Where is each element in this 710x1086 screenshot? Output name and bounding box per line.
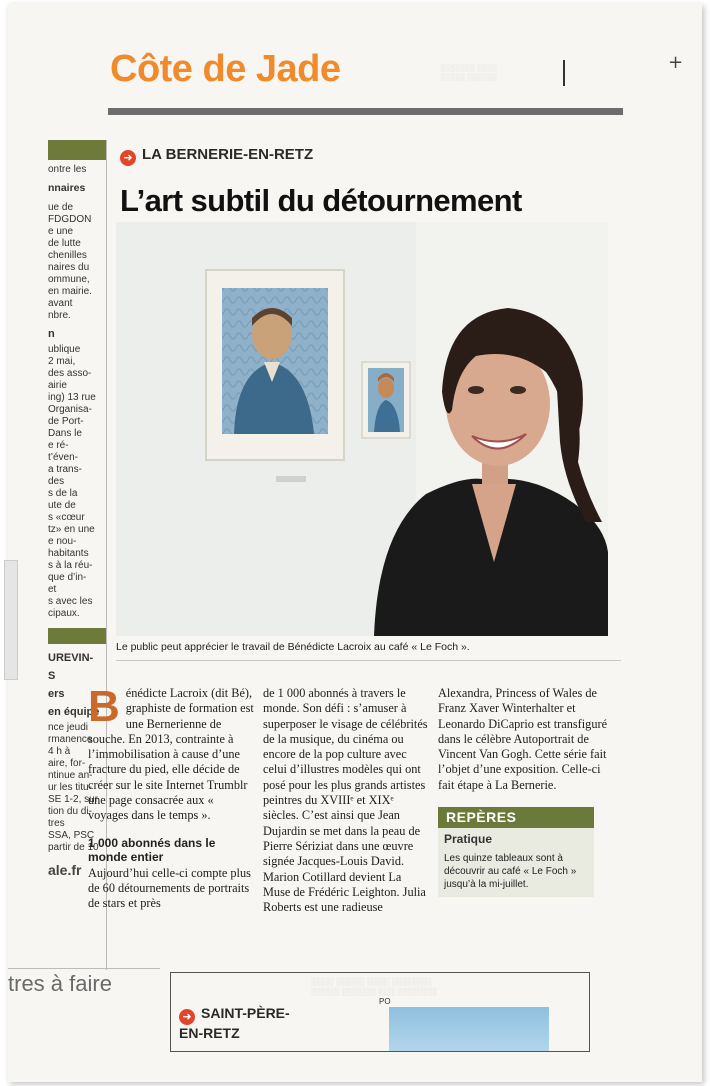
left-column-heading: nnaires <box>48 182 86 194</box>
left-column-heading: S <box>48 670 56 682</box>
left-column-line: et <box>48 584 57 595</box>
photo-illustration <box>116 222 608 636</box>
left-column-line: ue de <box>48 202 74 213</box>
next-article-photo <box>389 1007 549 1052</box>
left-column-line: rmanence <box>48 734 93 745</box>
left-column-line: des asso- <box>48 368 92 379</box>
left-column-line: en mairie. <box>48 286 92 297</box>
left-column-line: de lutte <box>48 238 81 249</box>
left-column-bar <box>48 140 106 160</box>
left-column-line: de Port- <box>48 416 84 427</box>
left-column-line: FDGDON <box>48 214 92 225</box>
left-column-line: ute de <box>48 500 76 511</box>
framed-portrait-small <box>362 362 410 438</box>
left-column-line: SSA, PSC <box>48 830 95 841</box>
framed-portrait-large <box>206 270 344 460</box>
article-column-3 <box>438 686 610 897</box>
photo-caption: Le public peut apprécier le travail de Bénédicte Lacroix au café « Le Foch ». <box>116 641 470 653</box>
left-column-line: SE 1-2, sur <box>48 794 99 805</box>
left-column-block-a <box>48 202 106 322</box>
left-column-line: s «cœur <box>48 512 85 523</box>
left-column-line: naires du <box>48 262 90 273</box>
article-kicker <box>120 146 313 166</box>
left-column-line: s de la <box>48 488 78 499</box>
reperes-text: Les quinze tableaux sont à découvrir au café « Le Foch » jusqu’à la mi-juillet. <box>444 852 577 890</box>
left-column-line: aire, for- <box>48 758 86 769</box>
left-column-line: ublique <box>48 344 81 355</box>
reperes-subtitle: Pratique <box>444 832 493 847</box>
header-divider <box>563 60 565 86</box>
left-column-line: Organisa- <box>48 404 92 415</box>
article-headline: L’art subtil du détournement <box>120 183 522 218</box>
left-column-line: a trans- <box>48 464 82 475</box>
left-column-line: chenilles <box>48 250 87 261</box>
arrow-right-icon: ➜ <box>179 1009 195 1025</box>
left-column-line: ontre les <box>48 164 87 175</box>
header-bleed-text: ░░░░░░░ ░░░░ ░░░░░ ░░░░░░ <box>440 65 497 81</box>
section-rule <box>108 108 623 115</box>
bottom-left-heading: tres à faire <box>8 968 160 1008</box>
article-paragraph <box>88 682 256 824</box>
left-column-line: avant <box>48 298 73 309</box>
article-photo <box>116 222 608 636</box>
left-column-line: nbre. <box>48 310 71 321</box>
left-column-line: 2 mai, <box>48 356 76 367</box>
left-column-line: tion du di- <box>48 806 92 817</box>
section-title: Côte de Jade <box>110 48 341 90</box>
next-kicker-line: SAINT-PÈRE- <box>201 1005 290 1021</box>
left-column-line: 4 h à <box>48 746 71 757</box>
next-article-box <box>170 972 590 1052</box>
left-column-line: airie <box>48 380 67 391</box>
paragraph-text: énédicte Lacroix (dit Bé), graphiste de formation est une Bernerienne de souche. En 2013, contrainte à l’immobilisation à cause d’une fracture du pied, elle décide de créer sur le site Internet Trumblr une page consacrée aux « voyages dans le temps ». <box>88 686 254 823</box>
kicker-label: LA BERNERIE-EN-RETZ <box>142 146 314 163</box>
left-column-line: e ré- <box>48 440 69 451</box>
next-article-kicker <box>179 1005 290 1042</box>
left-column-block-b <box>48 344 106 620</box>
arrow-right-icon: ➜ <box>120 150 136 166</box>
left-column-heading: UREVIN- <box>48 652 94 664</box>
bleed-through-text: ░░░░ ░░░░░ ░░░░ ░░░░░░░ ░░░░░ ░░░░░░ ░░░ ░░░░░░░ <box>311 977 437 996</box>
article-subhead: 1 000 abonnés dans le monde entier <box>88 835 216 864</box>
left-column-line: t’éven- <box>48 452 79 463</box>
photo-credit: PO <box>379 997 391 1006</box>
article-column-2 <box>263 686 429 915</box>
left-column-line: habitants <box>48 548 89 559</box>
left-column-bar <box>48 628 106 644</box>
left-column-line: que d’in- <box>48 572 87 583</box>
reperes-box <box>438 807 594 897</box>
left-column-line: e nou- <box>48 536 77 547</box>
left-column-line: tres <box>48 818 65 829</box>
left-column-line: s à la réu- <box>48 560 93 571</box>
left-column-line: e une <box>48 226 74 237</box>
left-column-line: s avec les <box>48 596 93 607</box>
registration-mark: + <box>668 52 684 73</box>
article-paragraph: de 1 000 abonnés à travers le monde. Son défi : s’amuser à superposer le visage de célébrités de la musique, du cinéma ou encore de la pop culture avec celui d’illustres modèles qui ont posé pour les plus grands artistes peintres du XVIIIᵉ et XIXᵉ siècles. C’est ainsi que Jean Dujardin se met dans la peau de Pierre Sériziat dans une œuvre signée Jacques-Louis David. Marion Cotillard devient La Muse de Frédéric Leighton. Julia Roberts est une radieuse <box>263 686 428 915</box>
left-column-subheading: ers <box>48 688 65 700</box>
left-column-line: des <box>48 476 65 487</box>
left-column-line: ing) 13 rue <box>48 392 96 403</box>
caption-rule <box>116 660 621 661</box>
left-column-line: tz» en une <box>48 524 95 535</box>
article-column-1 <box>88 682 256 912</box>
reperes-title: REPÈRES <box>438 807 594 828</box>
left-column-line: partir de 10 <box>48 842 99 853</box>
left-column-url: ale.fr <box>48 862 82 878</box>
left-column-heading: n <box>48 328 55 340</box>
drop-cap: B <box>88 682 120 731</box>
left-column-line: ommune, <box>48 274 90 285</box>
left-column-line: ur les titu- <box>48 782 92 793</box>
left-column-line: ntinue an- <box>48 770 93 781</box>
page-tab <box>4 560 18 680</box>
left-column-line: Dans le <box>48 428 82 439</box>
left-column-line: nce jeudi <box>48 722 89 733</box>
left-column-line: cipaux. <box>48 608 80 619</box>
article-paragraph: Alexandra, Princess of Wales de Franz Xaver Winterhalter et Leonardo DiCaprio est transfiguré dans le célèbre Autoportrait de Vincent Van Gogh. Cette série fait l’objet d’une exposition. Celle-ci fait étape à La Bernerie. <box>438 686 608 792</box>
next-kicker-line: EN-RETZ <box>179 1025 240 1041</box>
article-paragraph: Aujourd’hui celle-ci compte plus de 60 détournements de portraits de stars et près <box>88 865 251 911</box>
left-column-subheading: en équipe <box>48 706 100 718</box>
